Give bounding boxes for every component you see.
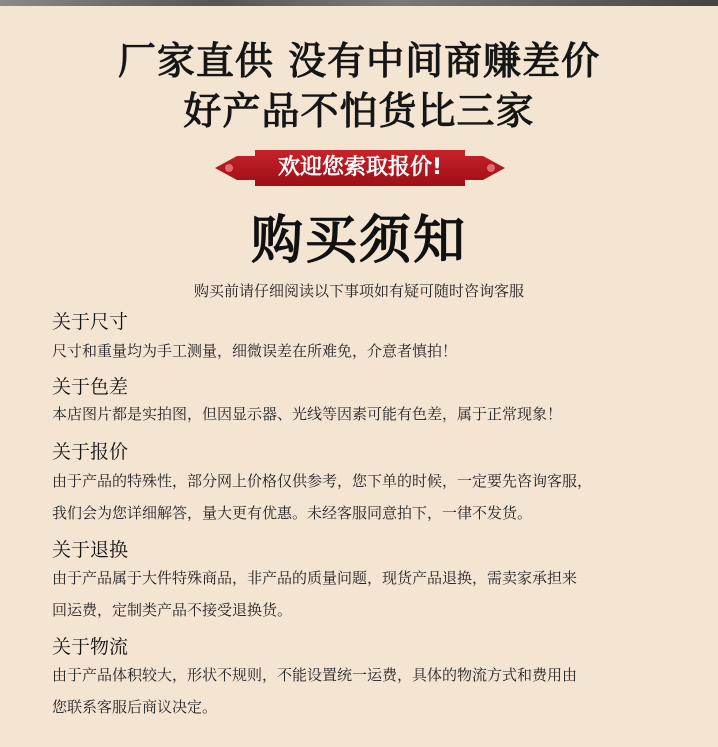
- section-text-color: [52, 398, 672, 430]
- section-text-size: [52, 335, 672, 367]
- section-line: 我们会为您详细解答，量大更有优惠。未经客服同意拍下，一律不发货。: [52, 504, 533, 522]
- section-line: 由于产品体积较大，形状不规则，不能设置统一运费，具体的物流方式和费用由: [52, 666, 578, 684]
- section-line: 由于产品属于大件特殊商品，非产品的质量问题，现货产品退换，需卖家承担来: [52, 569, 578, 587]
- headline-line-2: 好产品不怕货比三家: [183, 89, 535, 133]
- section-text-quote: [52, 465, 672, 529]
- section-title-logistics: 关于物流: [52, 636, 129, 658]
- section-line: 由于产品的特殊性，部分网上价格仅供参考，您下单的时候，一定要先咨询客服，: [52, 472, 593, 490]
- top-image-strip: [0, 0, 718, 6]
- headline-line-1: 厂家直供 没有中间商赚差价: [117, 39, 601, 83]
- section-text-return: [52, 562, 672, 626]
- section-line: 您联系客服后商议决定。: [52, 698, 218, 716]
- section-line: 回运费，定制类产品不接受退换货。: [52, 601, 293, 619]
- section-title-quote: 关于报价: [52, 441, 129, 463]
- section-text-logistics: [52, 659, 672, 723]
- section-line: 尺寸和重量均为手工测量，细微误差在所难免，介意者慎拍！: [52, 342, 458, 360]
- notice-intro: 购买前请仔细阅读以下事项如有疑可随时咨询客服: [193, 282, 524, 300]
- quote-banner: [215, 148, 505, 188]
- banner-label: 欢迎您索取报价!: [277, 155, 443, 180]
- notice-title: 购买须知: [250, 211, 467, 271]
- section-title-size: 关于尺寸: [52, 311, 129, 333]
- section-title-return: 关于退换: [52, 539, 129, 561]
- section-line: 本店图片都是实拍图，但因显示器、光线等因素可能有色差，属于正常现象！: [52, 405, 563, 423]
- section-title-color: 关于色差: [52, 376, 129, 398]
